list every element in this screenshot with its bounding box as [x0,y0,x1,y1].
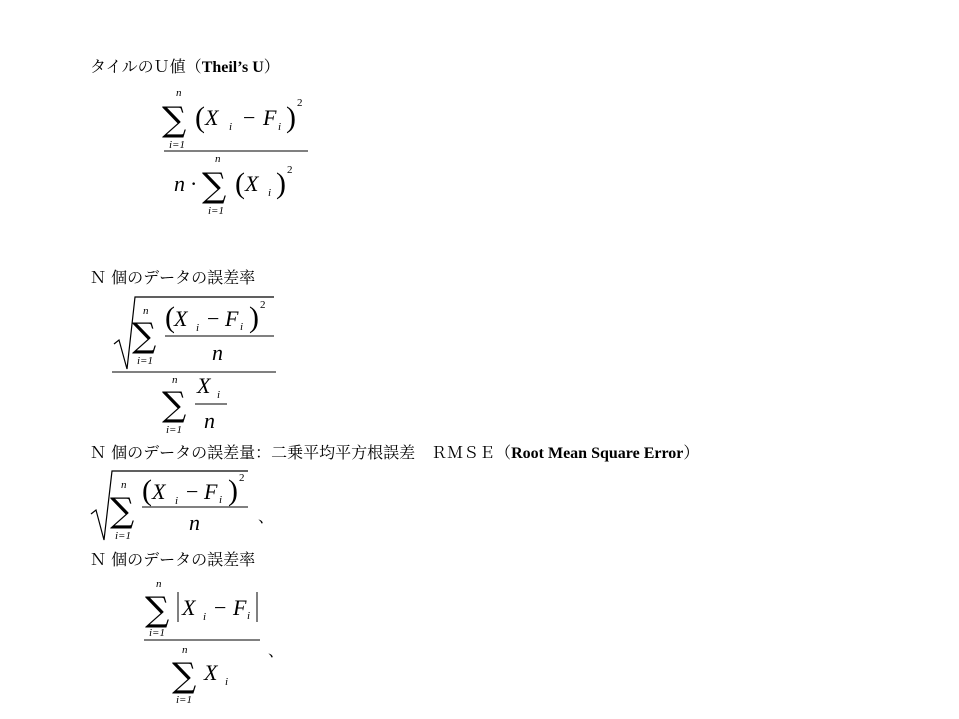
upper-limit: n [172,374,178,386]
lower-limit: i=1 [166,424,182,436]
symbol-x: X [197,373,211,398]
symbol-f: F [204,479,218,504]
subscript-i: i [268,187,272,199]
sum-symbol: ∑ [110,491,135,531]
minus-sign: − [186,479,199,504]
upper-limit: n [215,153,221,165]
close-paren: ) [228,474,238,507]
close-paren: ) [286,101,296,134]
symbol-x: X [174,306,188,331]
symbol-f: F [225,306,239,331]
lower-limit: i=1 [208,205,224,217]
symbol-n: n [204,408,215,433]
comma-mark: 、 [268,641,285,660]
theils-u-heading [90,57,280,78]
theils-u-formula [150,80,330,225]
comma-mark: 、 [258,507,275,526]
dot-operator: · [190,171,198,196]
heading-text-en: Root Mean Square Error [511,445,684,462]
error-rate-formula [110,292,290,440]
close-paren: ) [276,167,286,200]
symbol-x: X [182,595,196,620]
heading-text-en: Theil’s U [201,59,264,76]
subscript-i: i [225,676,229,688]
symbol-x: X [205,105,219,130]
error-rate-heading: Ｎ 個のデータの誤差率 [90,268,256,287]
symbol-n: n [212,340,223,365]
symbol-f: F [263,105,277,130]
sum-symbol: ∑ [132,316,157,356]
rmse-heading [90,443,699,464]
subscript-i: i [240,321,244,333]
upper-limit: n [156,578,162,590]
sum-symbol: ∑ [145,590,170,630]
heading-close: ） [263,57,280,76]
heading-text-ja: タイルのＵ値（ [90,57,202,76]
subscript-i: i [196,322,200,334]
sum-symbol: ∑ [162,385,187,425]
minus-sign: − [207,306,220,331]
heading-close: ） [683,443,700,462]
open-paren: ( [195,101,205,134]
upper-limit: n [121,479,127,491]
symbol-x: X [245,171,259,196]
open-paren: ( [235,167,245,200]
mean-absolute-error-rate-formula [140,573,280,711]
close-paren: ) [249,301,259,334]
exponent-2: 2 [260,299,266,311]
lower-limit: i=1 [115,530,131,542]
symbol-n: n [189,510,200,535]
error-rate-heading-2: Ｎ 個のデータの誤差率 [90,550,256,569]
heading-text-ja: Ｎ 個のデータの誤差量：二乗平均平方根誤差 ＲＭＳＥ（ [90,443,512,462]
upper-limit: n [182,644,188,656]
minus-sign: − [214,595,227,620]
lower-limit: i=1 [137,355,153,367]
sum-symbol: ∑ [172,656,197,696]
subscript-i: i [203,611,207,623]
symbol-x: X [204,660,218,685]
subscript-i: i [278,121,282,133]
open-paren: ( [142,474,152,507]
subscript-i: i [217,389,221,401]
upper-limit: n [143,305,149,317]
exponent-2: 2 [287,164,293,176]
symbol-f: F [233,595,247,620]
subscript-i: i [219,494,223,506]
minus-sign: − [243,105,256,130]
exponent-2: 2 [297,97,303,109]
lower-limit: i=1 [169,139,185,151]
lower-limit: i=1 [176,694,192,706]
subscript-i: i [175,495,179,507]
sum-symbol: ∑ [202,166,227,206]
exponent-2: 2 [239,472,245,484]
sum-symbol: ∑ [162,100,187,140]
upper-limit: n [176,87,182,99]
subscript-i: i [229,121,233,133]
symbol-x: X [152,479,166,504]
open-paren: ( [165,301,175,334]
subscript-i: i [247,610,251,622]
rmse-formula [88,466,268,544]
symbol-n: n [174,171,185,196]
lower-limit: i=1 [149,627,165,639]
